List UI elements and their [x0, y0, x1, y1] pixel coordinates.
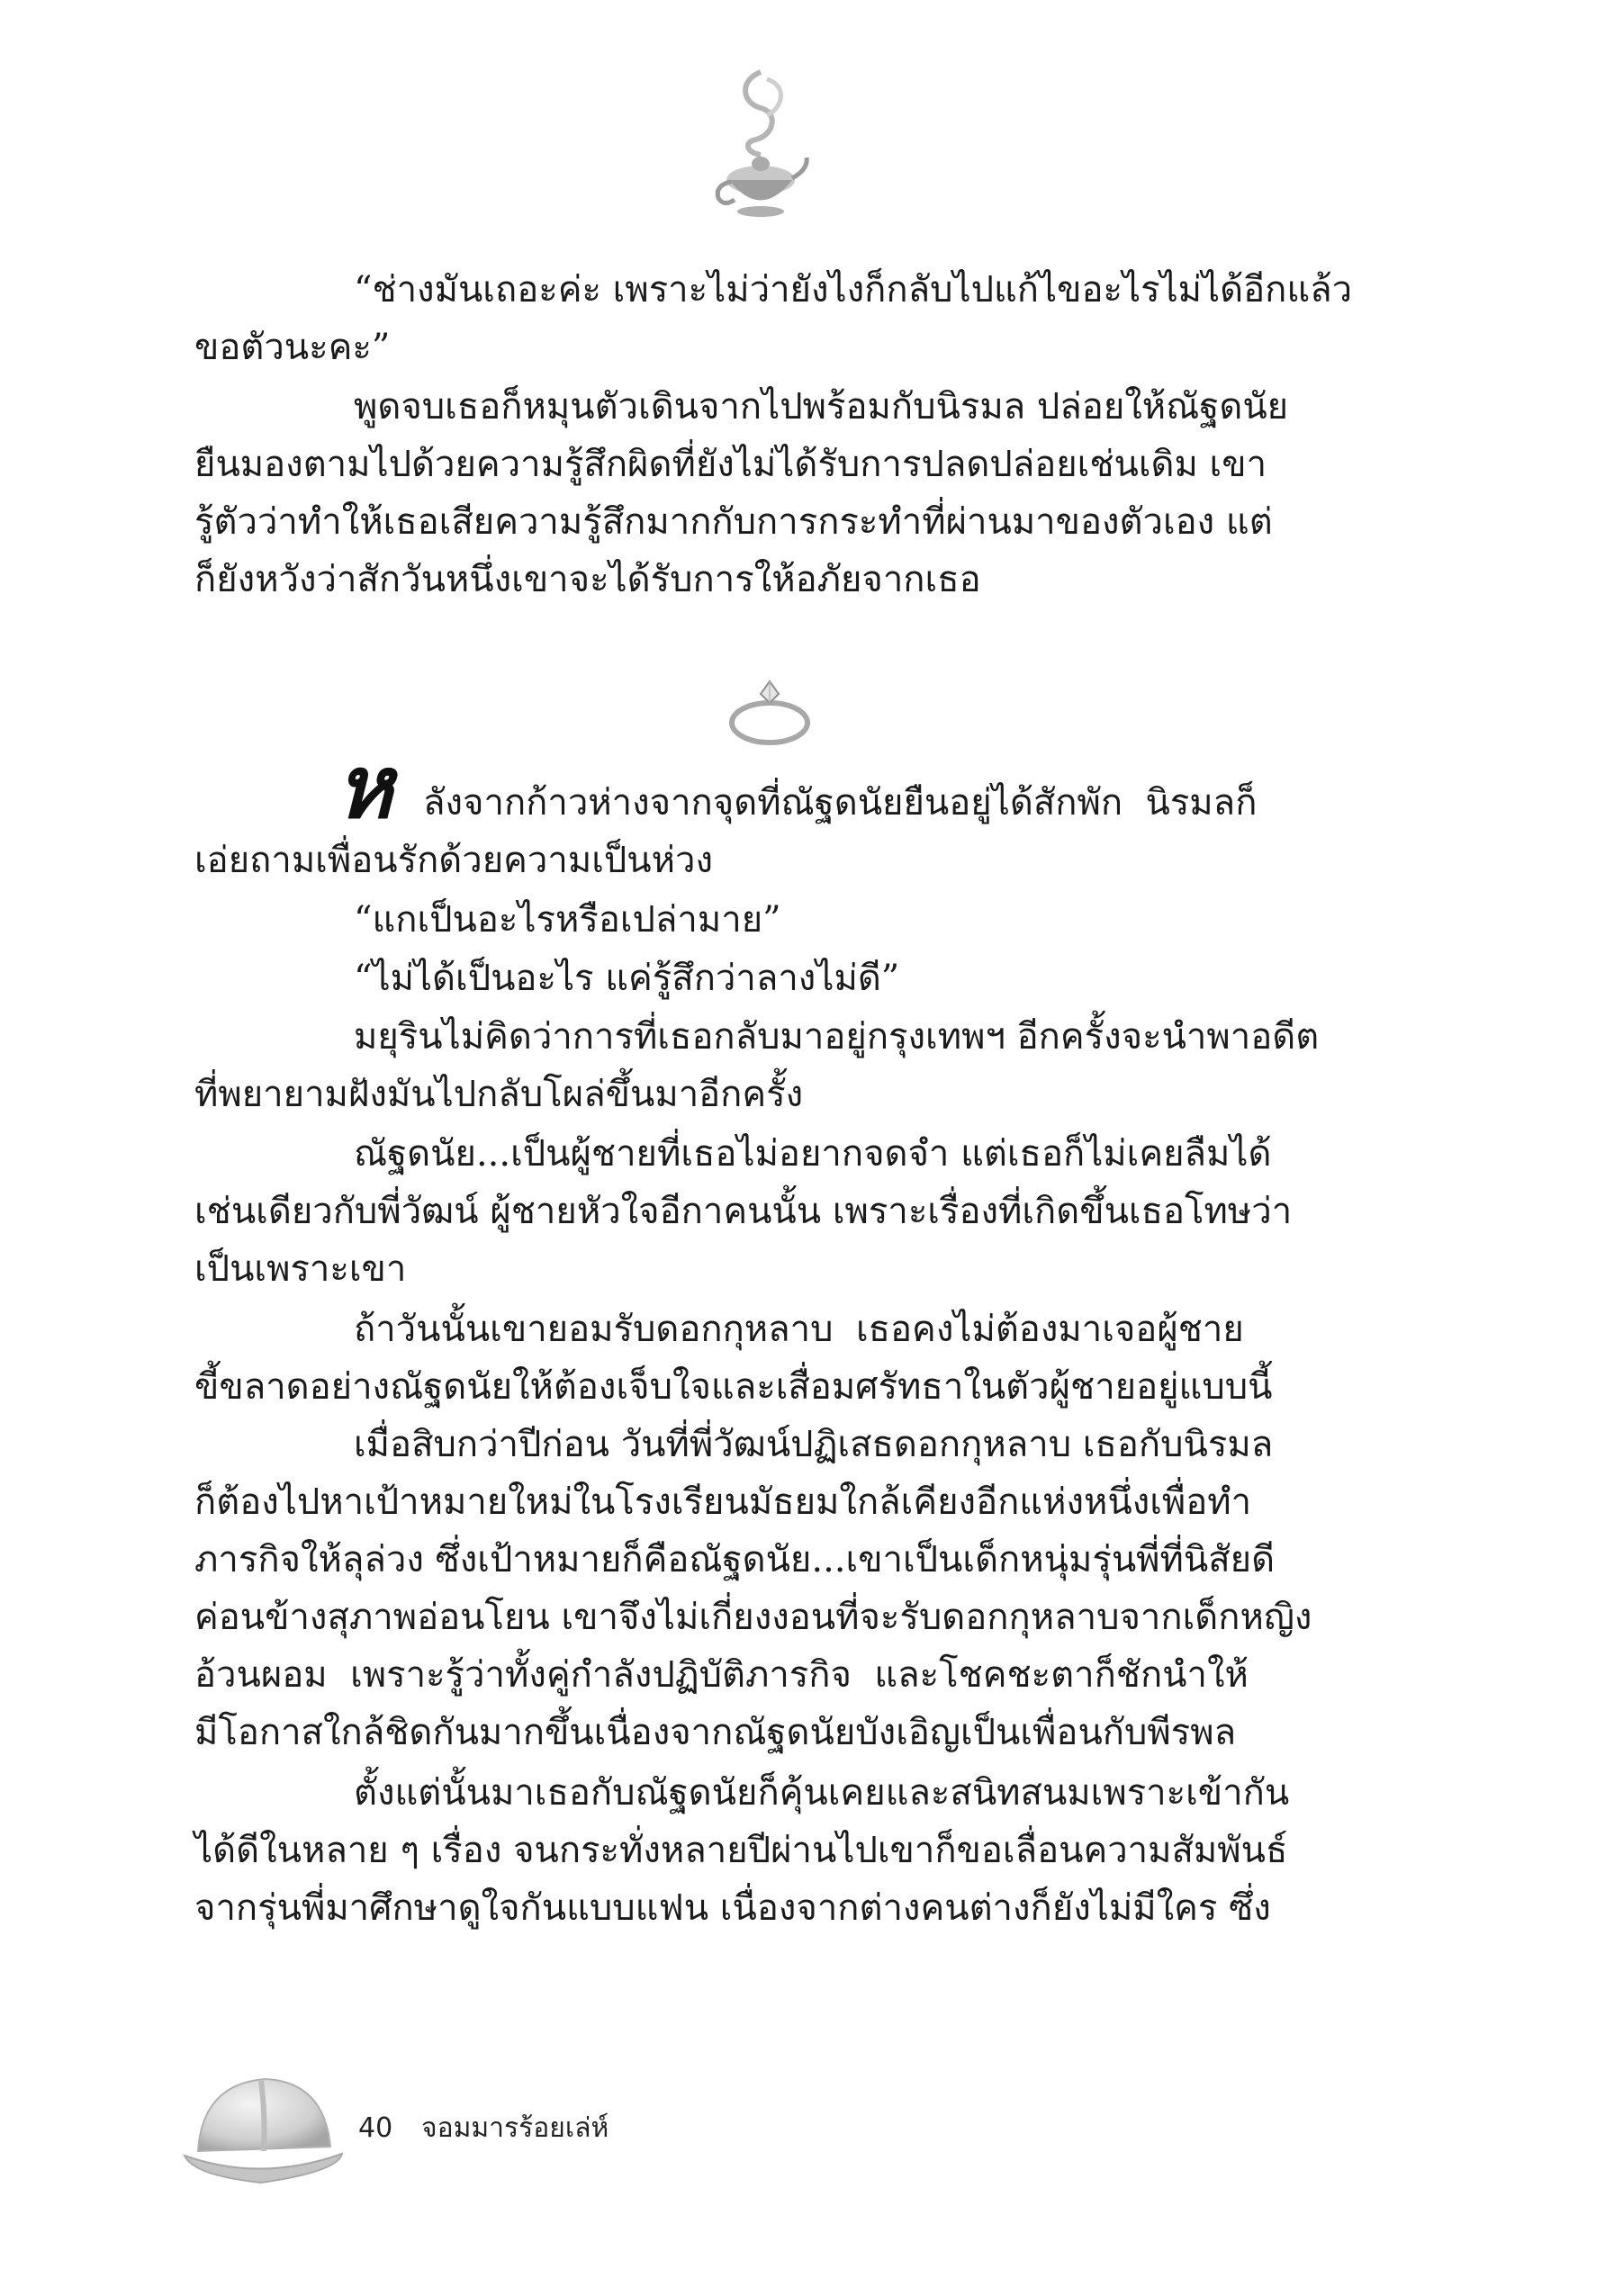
genie-lamp-icon — [711, 63, 810, 225]
text-line: พูดจบเธอก็หมุนตัวเดินจากไปพร้อมกับนิรมล ปล่อยให้ณัฐดนัย — [354, 386, 1289, 428]
text-line: รู้ตัวว่าทำให้เธอเสียความรู้สึกมากกับการกระทำที่ผ่านมาของตัวเอง แต่ — [194, 501, 1273, 543]
text-line: เป็นเพราะเขา — [194, 1248, 407, 1290]
page-number: 40 — [358, 2112, 393, 2144]
text-line: อ้วนผอม เพราะรู้ว่าทั้งคู่กำลังปฏิบัติภารกิจ และโชคชะตาก็ชักนำให้ — [194, 1654, 1249, 1696]
book-title: จอมมารร้อยเล่ห์ — [421, 2112, 609, 2144]
text-line: ยืนมองตามไปด้วยความรู้สึกผิดที่ยังไม่ได้รับการปลดปล่อยเช่นเดิม เขา — [194, 444, 1267, 485]
text-line: มีโอกาสใกล้ชิดกันมากขึ้นเนื่องจากณัฐดนัยบังเอิญเป็นเพื่อนกับพีรพล — [194, 1712, 1237, 1753]
text-line: ก็ยังหวังว่าสักวันหนึ่งเขาจะได้รับการให้อภัยจากเธอ — [194, 559, 981, 600]
text-line: ตั้งแต่นั้นมาเธอกับณัฐดนัยก็คุ้นเคยและสนิทสนมเพราะเข้ากัน — [354, 1772, 1290, 1814]
text-line: ภารกิจให้ลุล่วง ซึ่งเป้าหมายก็คือณัฐดนัย...เขาเป็นเด็กหนุ่มรุ่นพี่ที่นิสัยดี — [194, 1539, 1276, 1580]
paragraph — [0, 378, 1605, 724]
text-line: ค่อนข้างสุภาพอ่อนโยน เขาจึงไม่เกี่ยงงอนที่จะรับดอกกุหลาบจากเด็กหญิง — [194, 1597, 1312, 1638]
text-line: มยุรินไม่คิดว่าการที่เธอกลับมาอยู่กรุงเทพฯ อีกครั้งจะนำพาอดีต — [354, 1016, 1320, 1058]
text-line: เมื่อสิบกว่าปีก่อน วันที่พี่วัฒน์ปฏิเสธดอกกุหลาบ เธอกับนิรมล — [354, 1424, 1274, 1465]
text-line: “ช่างมันเถอะค่ะ เพราะไม่ว่ายังไงก็กลับไปแก้ไขอะไรไม่ได้อีกแล้ว — [354, 269, 1353, 311]
text-line: ลังจากก้าวห่างจากจุดที่ณัฐดนัยยืนอยู่ได้สักพัก นิรมลก็ — [423, 782, 1258, 824]
text-line: เช่นเดียวกับพี่วัฒน์ ผู้ชายหัวใจอีกาคนนั้น เพราะเรื่องที่เกิดขึ้นเธอโทษว่า — [194, 1191, 1293, 1232]
text-line: “ไม่ได้เป็นอะไร แค่รู้สึกว่าลางไม่ดี” — [354, 958, 900, 999]
text-line: เอ่ยถามเพื่อนรักด้วยความเป็นห่วง — [194, 840, 713, 881]
text-line: ก็ต้องไปหาเป้าหมายใหม่ในโรงเรียนมัธยมใกล้เคียงอีกแห่งหนึ่งเพื่อทำ — [194, 1481, 1252, 1523]
text-line: ขี้ขลาดอย่างณัฐดนัยให้ต้องเจ็บใจและเสื่อมศรัทธาในตัวผู้ชายอยู่แบบนี้ — [194, 1366, 1273, 1408]
text-line: จากรุ่นพี่มาศึกษาดูใจกันแบบแฟน เนื่องจากต่างคนต่างก็ยังไม่มีใคร ซึ่ง — [194, 1887, 1271, 1929]
text-line: ได้ดีในหลาย ๆ เรื่อง จนกระทั่งหลายปีผ่านไปเขาก็ขอเลื่อนความสัมพันธ์ — [194, 1830, 1288, 1871]
drop-cap: ห — [336, 736, 393, 838]
text-line: ที่พยายามฝังมันไปกลับโผล่ขึ้นมาอีกครั้ง — [194, 1074, 804, 1115]
text-line: “แกเป็นอะไรหรือเปล่ามาย” — [354, 899, 781, 941]
paragraph — [0, 1764, 1605, 2052]
text-line: ถ้าวันนั้นเขายอมรับดอกกุหลาบ เธอคงไม่ต้องมาเจอผู้ชาย — [354, 1309, 1244, 1350]
text-line: ขอตัวนะคะ” — [194, 327, 391, 368]
text-line: ณัฐดนัย...เป็นผู้ชายที่เธอไม่อยากจดจำ แต่เธอก็ไม่เคยลืมได้ — [354, 1133, 1272, 1175]
helmet-icon — [176, 2057, 347, 2201]
